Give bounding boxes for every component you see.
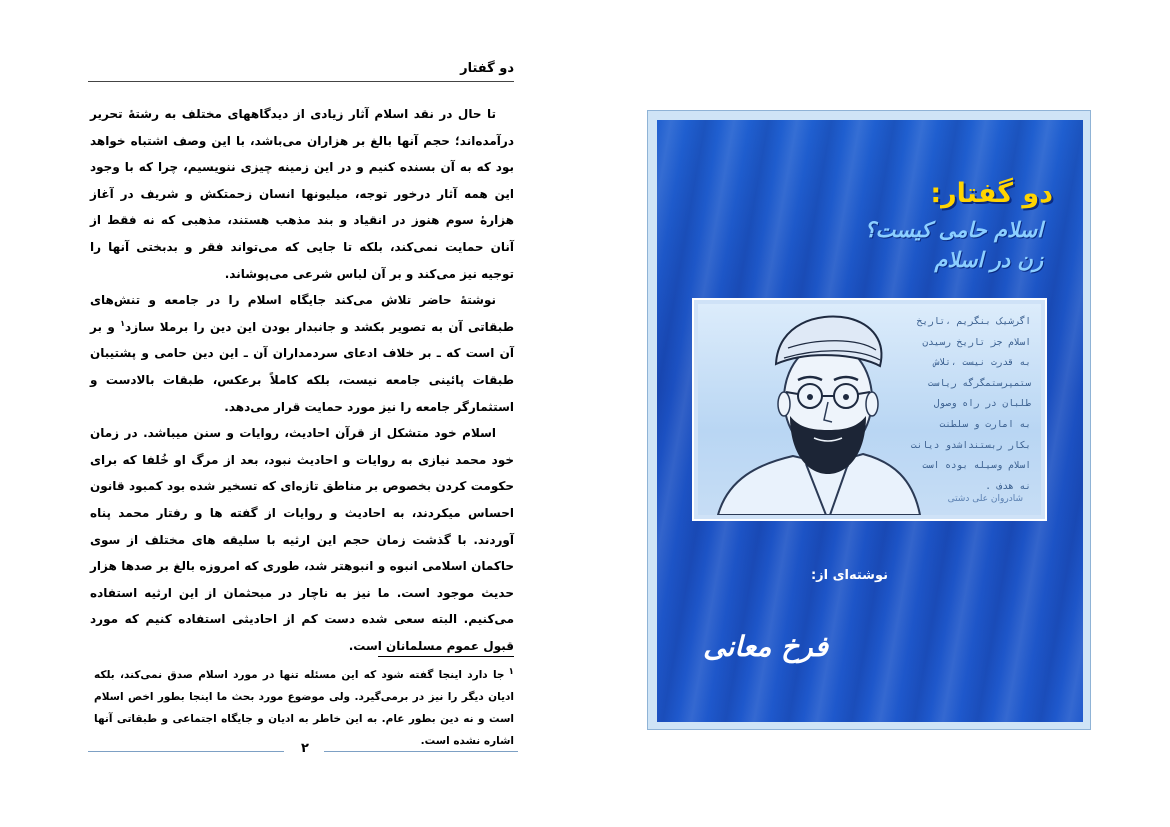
portrait-frame	[692, 298, 1047, 521]
footnote-mark: ۱	[508, 666, 514, 677]
paragraph-2-text: نوشتهٔ حاضر تلاش می‌کند جایگاه اسلام را در جامعه و تنش‌های طبقاتی آن به تصویر بکشد و جانبدار بودن این دین را برملا سازد	[90, 293, 514, 334]
paragraph-1: تا حال در نقد اسلام آثار زیادی از دیدگاههای مختلف به رشتهٔ تحریر درآمده‌اند؛ حجم آنها بالغ بر هزاران می‌باشد، با این وصف اشتباه خواهد بود که به آن بسنده کنیم و در این زمینه چیزی ننویسیم، چرا که با وجود این همه آثار درخور توجه، میلیونها انسان زحمتکش و شریف در آغاز هزارهٔ سوم هنوز در انقیاد و بند مذهب هستند، مذهبی که نه فقط از آنان حمایت نمی‌کند، بلکه تا جایی که می‌تواند فقر و بدبختی آنها را توجیه نیز می‌کند و بر آن لباس شرعی می‌پوشاند.	[90, 107, 514, 281]
footnote-rule	[378, 656, 514, 657]
page-number: ۲	[301, 741, 309, 756]
footer-rule-left	[88, 751, 284, 752]
quote-line: نه هدف .	[985, 480, 1031, 492]
quote-block	[906, 312, 1031, 497]
quote-line: به قدرت نیست ،تلاش	[933, 357, 1031, 369]
quote-line: به امارت و سلطنت	[939, 418, 1031, 430]
quote-line: اسلام وسیله بوده است	[922, 460, 1031, 472]
header-rule	[88, 81, 514, 82]
quote-line: اگرشیک بنگریم ،تاریخ	[916, 316, 1031, 327]
quote-signature: شادروان علی دشتی	[947, 494, 1023, 504]
author-name: فرخ معانی	[703, 630, 828, 663]
footnote	[94, 664, 514, 752]
quote-line: ستمپرستمگرگه ریاست	[928, 377, 1031, 389]
cover-subtitle-1: اسلام حامی کیست؟	[864, 218, 1043, 242]
footnote-text: جا دارد اینجا گفته شود که این مسئله تنها در مورد اسلام صدق نمی‌کند، بلکه ادیان دیگر را نیز در برمی‌گیرد. ولی موضوع مورد بحث ما اینجا بطور اخص اسلام است و نه دین بطور عام. به این خاطر به ادیان و جایگاه اجتماعی و طبقاتی آنها اشاره نشده است.	[94, 669, 514, 747]
cover-title: دو گفتار:	[930, 178, 1053, 209]
quote-line: بکار ربستنداشدو دیانت	[910, 439, 1031, 451]
paragraph-2-continued: و بر آن است که ـ بر خلاف ادعای سردمداران آن ـ این دین حامی و پشتیبان طبقات پائینی جامعه نیست، بلکه کاملاً برعکس، طبقات بالادست و استثمارگر جامعه را نیز مورد حمایت قرار می‌دهد.	[90, 319, 514, 414]
portrait-panel	[698, 304, 1041, 515]
book-cover	[657, 120, 1083, 722]
paragraph-3: اسلام خود متشکل از قرآن احادیث، روایات و سنن میباشد. در زمان خود محمد نیازی به روایات و احادیث نبود، بعد از مرگ او خُلفا که برای حکومت کردن بخصوص بر مناطق تازه‌ای که تسخیر شده بود کمبود قانون احساس میکردند، به احادیث و روایات از گفته ها و رفتار محمد پناه آوردند. با گذشت زمان حجم این ارثیه با سلیقه های مختلف از سوی حاکمان اسلامی انبوه و انبوهتر شد، طوری که امروزه بالغ بر صدها هزار حدیث موجود است. ما نیز به ناچار در مبحثمان از این ارثیه استفاده می‌کنیم. البته سعی شده دست کم از احادیثی استفاده کنیم که مورد قبول عموم مسلمانان است.	[90, 426, 514, 653]
body-text	[90, 101, 514, 659]
cover-subtitle-2: زن در اسلام	[934, 248, 1043, 272]
byline-label: نوشته‌ای از:	[810, 568, 888, 583]
paragraph-2	[90, 287, 514, 420]
footer-rule-right	[324, 751, 518, 752]
running-head: دو گفتار	[460, 61, 514, 76]
footnote-reference[interactable]: ۱	[120, 318, 126, 328]
quote-line: طلبان در راه وصول	[933, 398, 1031, 410]
text-page	[80, 55, 520, 775]
quote-line: اسلام جز تاریخ رسیدن	[922, 336, 1031, 348]
